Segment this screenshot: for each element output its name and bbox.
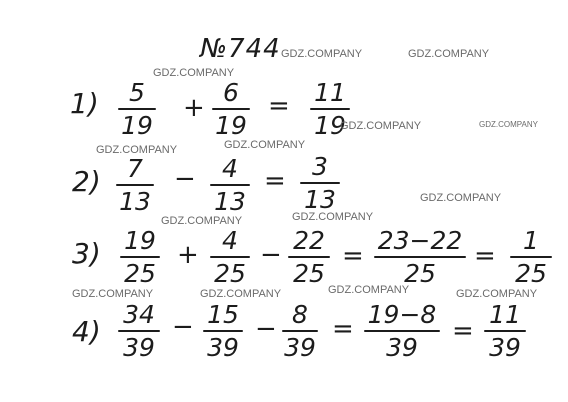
row-label-3: 3) [72, 237, 101, 270]
row-label-2: 2) [72, 165, 101, 198]
fraction: 22 25 [288, 228, 330, 286]
fraction: 4 25 [210, 228, 250, 286]
watermark: GDZ.COMPANY [456, 288, 538, 300]
fraction: 11 19 [310, 80, 350, 138]
watermark: GDZ.COMPANY [96, 144, 178, 156]
fraction: 8 39 [282, 302, 318, 360]
watermark: GDZ.COMPANY [328, 284, 410, 296]
operator: = [268, 91, 290, 121]
watermark: GDZ.COMPANY [340, 120, 422, 132]
fraction: 23−22 25 [374, 228, 466, 286]
fraction: 6 19 [212, 80, 250, 138]
operator: + [183, 93, 205, 123]
operator: − [174, 164, 196, 194]
fraction: 3 13 [300, 154, 340, 212]
watermark: GDZ.COMPANY [292, 211, 374, 223]
operator: = [452, 316, 474, 346]
fraction: 4 13 [210, 156, 250, 214]
fraction: 34 39 [118, 302, 160, 360]
watermark: GDZ.COMPANY [281, 48, 363, 60]
watermark: GDZ.COMPANY [479, 120, 538, 129]
watermark: GDZ.COMPANY [161, 215, 243, 227]
row-label-1: 1) [70, 87, 99, 120]
fraction: 19−8 39 [364, 302, 440, 360]
fraction: 15 39 [203, 302, 243, 360]
operator: − [260, 240, 282, 270]
operator: − [255, 314, 277, 344]
operator: = [474, 241, 496, 271]
watermark: GDZ.COMPANY [224, 139, 306, 151]
operator: − [172, 312, 194, 342]
watermark: GDZ.COMPANY [200, 288, 282, 300]
fraction: 7 13 [116, 156, 154, 214]
watermark: GDZ.COMPANY [153, 67, 235, 79]
fraction: 5 19 [118, 80, 156, 138]
operator: = [264, 166, 286, 196]
watermark: GDZ.COMPANY [408, 48, 490, 60]
operator: = [332, 314, 354, 344]
watermark: GDZ.COMPANY [72, 288, 154, 300]
operator: + [177, 240, 199, 270]
row-label-4: 4) [72, 315, 101, 348]
fraction: 19 25 [120, 228, 160, 286]
watermark: GDZ.COMPANY [420, 192, 502, 204]
fraction: 11 39 [484, 302, 526, 360]
operator: = [342, 241, 364, 271]
exercise-number: №744 [200, 34, 281, 64]
fraction: 1 25 [510, 228, 552, 286]
